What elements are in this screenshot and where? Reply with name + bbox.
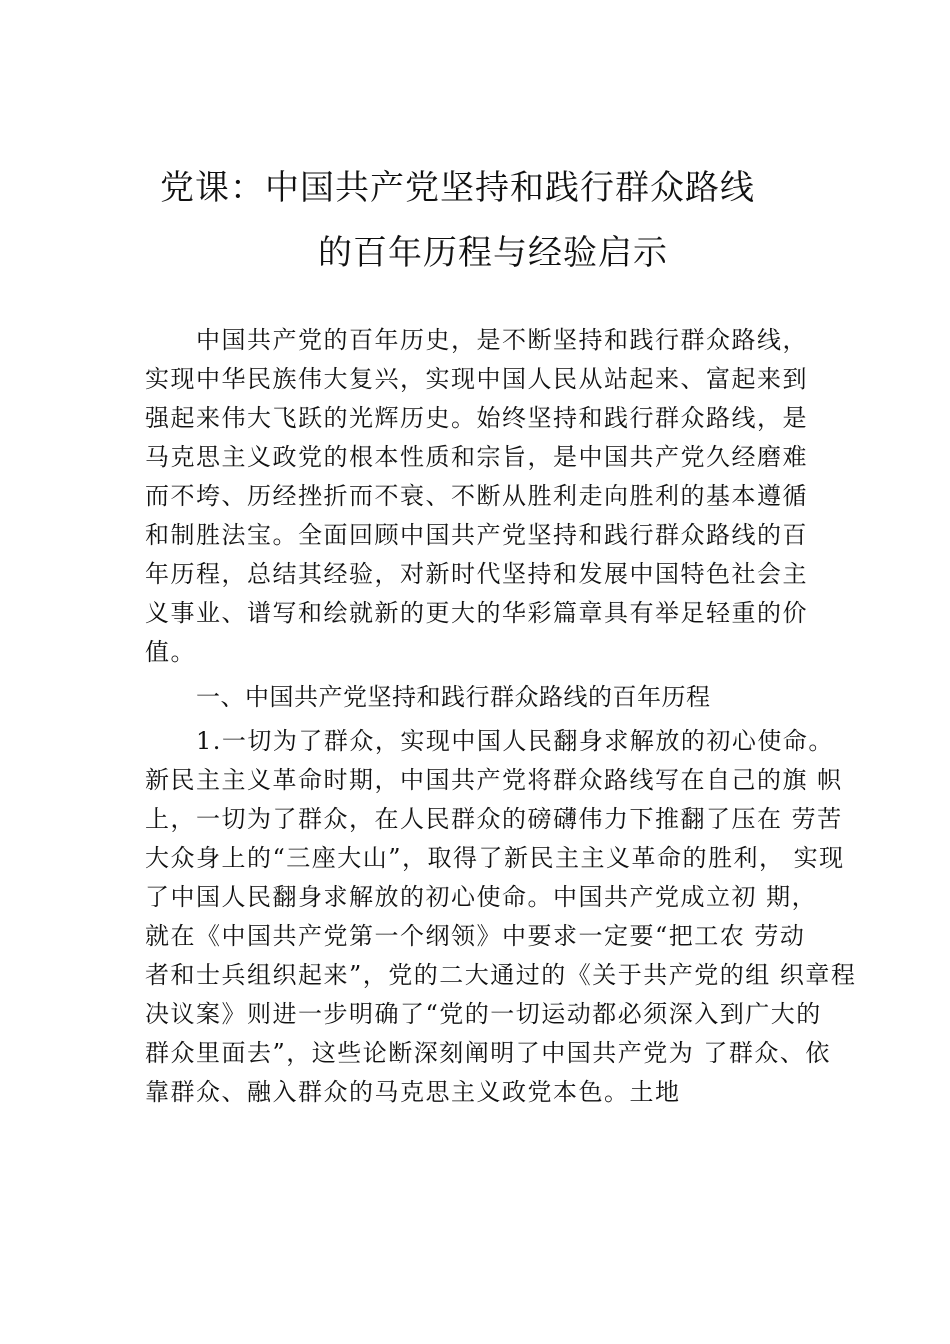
section-paragraph-line: 决议案》则进一步明确了“党的一切运动都必须深入到广大的 xyxy=(145,1000,822,1028)
section-paragraph-line: 者和士兵组织起来”，党的二大通过的《关于共产党的组 织章程 xyxy=(145,961,857,989)
intro-paragraph-line: 年历程，总结其经验，对新时代坚持和发展中国特色社会主 xyxy=(145,560,808,588)
intro-paragraph-line: 义事业、谱写和绘就新的更大的华彩篇章具有举足轻重的价 xyxy=(145,599,808,627)
intro-paragraph-line: 值。 xyxy=(145,638,196,666)
intro-paragraph-line: 马克思主义政党的根本性质和宗旨，是中国共产党久经磨难 xyxy=(145,443,808,471)
intro-paragraph-line: 和制胜法宝。全面回顾中国共产党坚持和践行群众路线的百 xyxy=(145,521,808,549)
document-title-line-2: 的百年历程与经验启示 xyxy=(318,233,668,273)
document-title-line-1: 党课：中国共产党坚持和践行群众路线 xyxy=(160,168,755,208)
intro-paragraph-line: 而不垮、历经挫折而不衰、不断从胜利走向胜利的基本遵循 xyxy=(145,482,808,510)
section-paragraph-line: 靠群众、融入群众的马克思主义政党本色。土地 xyxy=(145,1078,681,1106)
intro-paragraph-line: 中国共产党的百年历史，是不断坚持和践行群众路线， xyxy=(196,326,808,354)
section-heading: 一、中国共产党坚持和践行群众路线的百年历程 xyxy=(196,683,711,711)
section-paragraph-line: 了中国人民翻身求解放的初心使命。中国共产党成立初 期， xyxy=(145,883,818,911)
intro-paragraph-line: 强起来伟大飞跃的光辉历史。始终坚持和践行群众路线，是 xyxy=(145,404,808,432)
section-paragraph-line: 大众身上的“三座大山”，取得了新民主主义革命的胜利， 实现 xyxy=(145,844,845,872)
section-paragraph-line: 新民主主义革命时期，中国共产党将群众路线写在自己的旗 帜 xyxy=(145,766,843,794)
intro-paragraph-line: 实现中华民族伟大复兴，实现中国人民从站起来、富起来到 xyxy=(145,365,808,393)
section-paragraph-line: 1.一切为了群众，实现中国人民翻身求解放的初心使命。 xyxy=(196,727,834,755)
section-paragraph-line: 就在《中国共产党第一个纲领》中要求一定要“把工农 劳动 xyxy=(145,922,806,950)
section-paragraph-line: 群众里面去”，这些论断深刻阐明了中国共产党为 了群众、依 xyxy=(145,1039,831,1067)
section-paragraph-line: 上，一切为了群众，在人民群众的磅礴伟力下推翻了压在 劳苦 xyxy=(145,805,843,833)
